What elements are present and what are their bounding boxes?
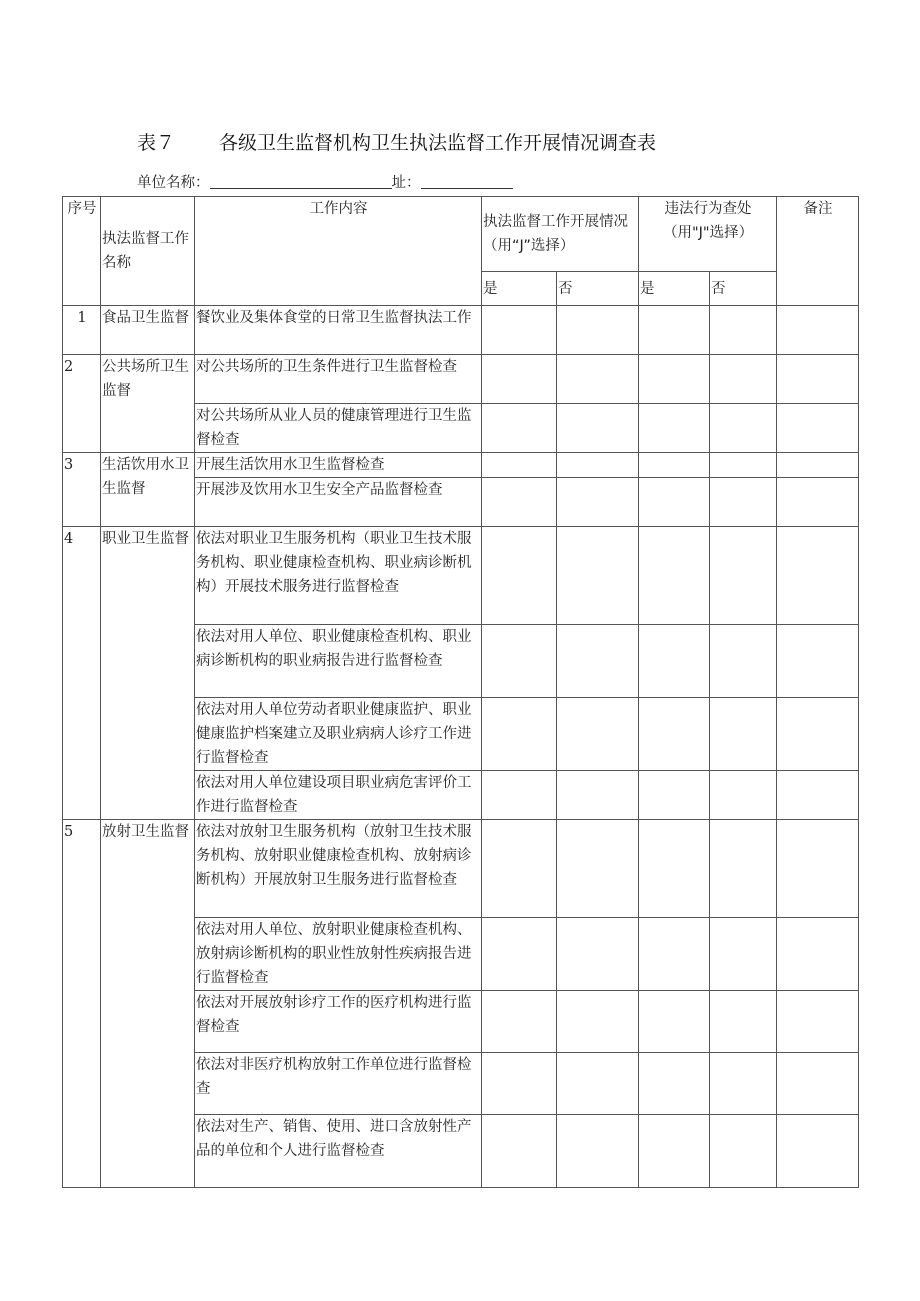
- table-row: [63, 306, 859, 355]
- header-content: 工作内容: [195, 197, 482, 306]
- table-row: [63, 527, 859, 625]
- address-label: 址：: [391, 175, 421, 191]
- status-yes-cell[interactable]: [482, 306, 557, 355]
- status-yes-cell[interactable]: [482, 771, 557, 820]
- row-work-content: 对公共场所从业人员的健康管理进行卫生监督检查: [195, 404, 482, 453]
- status-yes-cell[interactable]: [482, 1115, 557, 1188]
- row-work-content: 依法对用人单位、职业健康检查机构、职业病诊断机构的职业病报告进行监督检查: [195, 625, 482, 698]
- violation-yes-cell[interactable]: [639, 355, 710, 404]
- violation-yes-cell[interactable]: [639, 478, 710, 527]
- row-work-content: 依法对用人单位、放射职业健康检查机构、放射病诊断机构的职业性放射性疾病报告进行监督检查: [195, 918, 482, 991]
- address-blank[interactable]: [421, 173, 513, 189]
- remark-cell[interactable]: [777, 404, 859, 453]
- remark-cell[interactable]: [777, 527, 859, 625]
- header-status-no: 否: [557, 272, 639, 306]
- violation-no-cell[interactable]: [710, 404, 777, 453]
- unit-line: [137, 171, 513, 192]
- violation-yes-cell[interactable]: [639, 404, 710, 453]
- violation-no-cell[interactable]: [710, 820, 777, 918]
- violation-no-cell[interactable]: [710, 453, 777, 478]
- status-no-cell[interactable]: [557, 1115, 639, 1188]
- status-yes-cell[interactable]: [482, 355, 557, 404]
- title-text: 各级卫生监督机构卫生执法监督工作开展情况调查表: [219, 132, 657, 154]
- row-category: 生活饮用水卫生监督: [101, 453, 195, 527]
- row-category: 放射卫生监督: [101, 820, 195, 1188]
- violation-no-cell[interactable]: [710, 306, 777, 355]
- row-work-content: 开展涉及饮用水卫生安全产品监督检查: [195, 478, 482, 527]
- status-no-cell[interactable]: [557, 478, 639, 527]
- header-seq: 序号: [63, 197, 101, 306]
- row-category: 公共场所卫生监督: [101, 355, 195, 453]
- remark-cell[interactable]: [777, 306, 859, 355]
- row-category: 职业卫生监督: [101, 527, 195, 820]
- table-row: [63, 820, 859, 918]
- survey-table: [62, 196, 859, 1188]
- violation-yes-cell[interactable]: [639, 991, 710, 1053]
- violation-no-cell[interactable]: [710, 1115, 777, 1188]
- status-yes-cell[interactable]: [482, 820, 557, 918]
- violation-yes-cell[interactable]: [639, 771, 710, 820]
- remark-cell[interactable]: [777, 625, 859, 698]
- row-work-content: 依法对开展放射诊疗工作的医疗机构进行监督检查: [195, 991, 482, 1053]
- row-seq: 4: [63, 527, 101, 820]
- violation-yes-cell[interactable]: [639, 820, 710, 918]
- status-yes-cell[interactable]: [482, 698, 557, 771]
- violation-yes-cell[interactable]: [639, 527, 710, 625]
- remark-cell[interactable]: [777, 478, 859, 527]
- remark-cell[interactable]: [777, 698, 859, 771]
- violation-no-cell[interactable]: [710, 698, 777, 771]
- row-work-content: 依法对用人单位劳动者职业健康监护、职业健康监护档案建立及职业病病人诊疗工作进行监督检查: [195, 698, 482, 771]
- status-no-cell[interactable]: [557, 1053, 639, 1115]
- status-yes-cell[interactable]: [482, 404, 557, 453]
- violation-no-cell[interactable]: [710, 1053, 777, 1115]
- status-yes-cell[interactable]: [482, 478, 557, 527]
- status-no-cell[interactable]: [557, 306, 639, 355]
- violation-no-cell[interactable]: [710, 355, 777, 404]
- status-yes-cell[interactable]: [482, 527, 557, 625]
- status-no-cell[interactable]: [557, 991, 639, 1053]
- violation-no-cell[interactable]: [710, 527, 777, 625]
- document-title: [137, 128, 656, 155]
- violation-yes-cell[interactable]: [639, 625, 710, 698]
- row-seq: 3: [63, 453, 101, 527]
- row-work-content: 依法对非医疗机构放射工作单位进行监督检查: [195, 1053, 482, 1115]
- header-status-yes: 是: [482, 272, 557, 306]
- violation-yes-cell[interactable]: [639, 1053, 710, 1115]
- violation-no-cell[interactable]: [710, 625, 777, 698]
- status-no-cell[interactable]: [557, 404, 639, 453]
- row-work-content: 依法对放射卫生服务机构（放射卫生技术服务机构、放射职业健康检查机构、放射病诊断机构）开展放射卫生服务进行监督检查: [195, 820, 482, 918]
- violation-yes-cell[interactable]: [639, 306, 710, 355]
- row-category: 食品卫生监督: [101, 306, 195, 355]
- status-no-cell[interactable]: [557, 453, 639, 478]
- row-work-content: 依法对用人单位建设项目职业病危害评价工作进行监督检查: [195, 771, 482, 820]
- violation-yes-cell[interactable]: [639, 1115, 710, 1188]
- header-status: 执法监督工作开展情况（用“J”选择）: [482, 197, 639, 272]
- status-no-cell[interactable]: [557, 698, 639, 771]
- status-yes-cell[interactable]: [482, 625, 557, 698]
- table-row: [63, 355, 859, 404]
- unit-name-label: 单位名称：: [137, 175, 210, 191]
- header-violation-yes: 是: [639, 272, 710, 306]
- table-row: [63, 453, 859, 478]
- remark-cell[interactable]: [777, 918, 859, 991]
- remark-cell[interactable]: [777, 1115, 859, 1188]
- row-seq: 1: [63, 306, 101, 355]
- violation-no-cell[interactable]: [710, 991, 777, 1053]
- violation-no-cell[interactable]: [710, 771, 777, 820]
- table-number: 表７: [137, 132, 176, 154]
- row-work-content: 依法对生产、销售、使用、进口含放射性产品的单位和个人进行监督检查: [195, 1115, 482, 1188]
- remark-cell[interactable]: [777, 820, 859, 918]
- status-yes-cell[interactable]: [482, 918, 557, 991]
- remark-cell[interactable]: [777, 453, 859, 478]
- row-seq: 5: [63, 820, 101, 1188]
- violation-yes-cell[interactable]: [639, 453, 710, 478]
- remark-cell[interactable]: [777, 991, 859, 1053]
- status-yes-cell[interactable]: [482, 991, 557, 1053]
- violation-yes-cell[interactable]: [639, 918, 710, 991]
- row-work-content: 依法对职业卫生服务机构（职业卫生技术服务机构、职业健康检查机构、职业病诊断机构）开展技术服务进行监督检查: [195, 527, 482, 625]
- status-no-cell[interactable]: [557, 625, 639, 698]
- violation-no-cell[interactable]: [710, 478, 777, 527]
- status-yes-cell[interactable]: [482, 453, 557, 478]
- status-no-cell[interactable]: [557, 355, 639, 404]
- row-seq: 2: [63, 355, 101, 453]
- violation-yes-cell[interactable]: [639, 698, 710, 771]
- header-violation-no: 否: [710, 272, 777, 306]
- survey-body: [63, 306, 859, 1188]
- violation-no-cell[interactable]: [710, 918, 777, 991]
- row-work-content: 餐饮业及集体食堂的日常卫生监督执法工作: [195, 306, 482, 355]
- status-no-cell[interactable]: [557, 527, 639, 625]
- header-violation: 违法行为查处（用"J"选择）: [639, 197, 777, 272]
- header-name: 执法监督工作名称: [101, 197, 195, 306]
- row-work-content: 开展生活饮用水卫生监督检查: [195, 453, 482, 478]
- remark-cell[interactable]: [777, 355, 859, 404]
- status-yes-cell[interactable]: [482, 1053, 557, 1115]
- status-no-cell[interactable]: [557, 820, 639, 918]
- remark-cell[interactable]: [777, 1053, 859, 1115]
- status-no-cell[interactable]: [557, 918, 639, 991]
- remark-cell[interactable]: [777, 771, 859, 820]
- header-remark: 备注: [777, 197, 859, 306]
- status-no-cell[interactable]: [557, 771, 639, 820]
- row-work-content: 对公共场所的卫生条件进行卫生监督检查: [195, 355, 482, 404]
- unit-name-blank[interactable]: [210, 173, 392, 189]
